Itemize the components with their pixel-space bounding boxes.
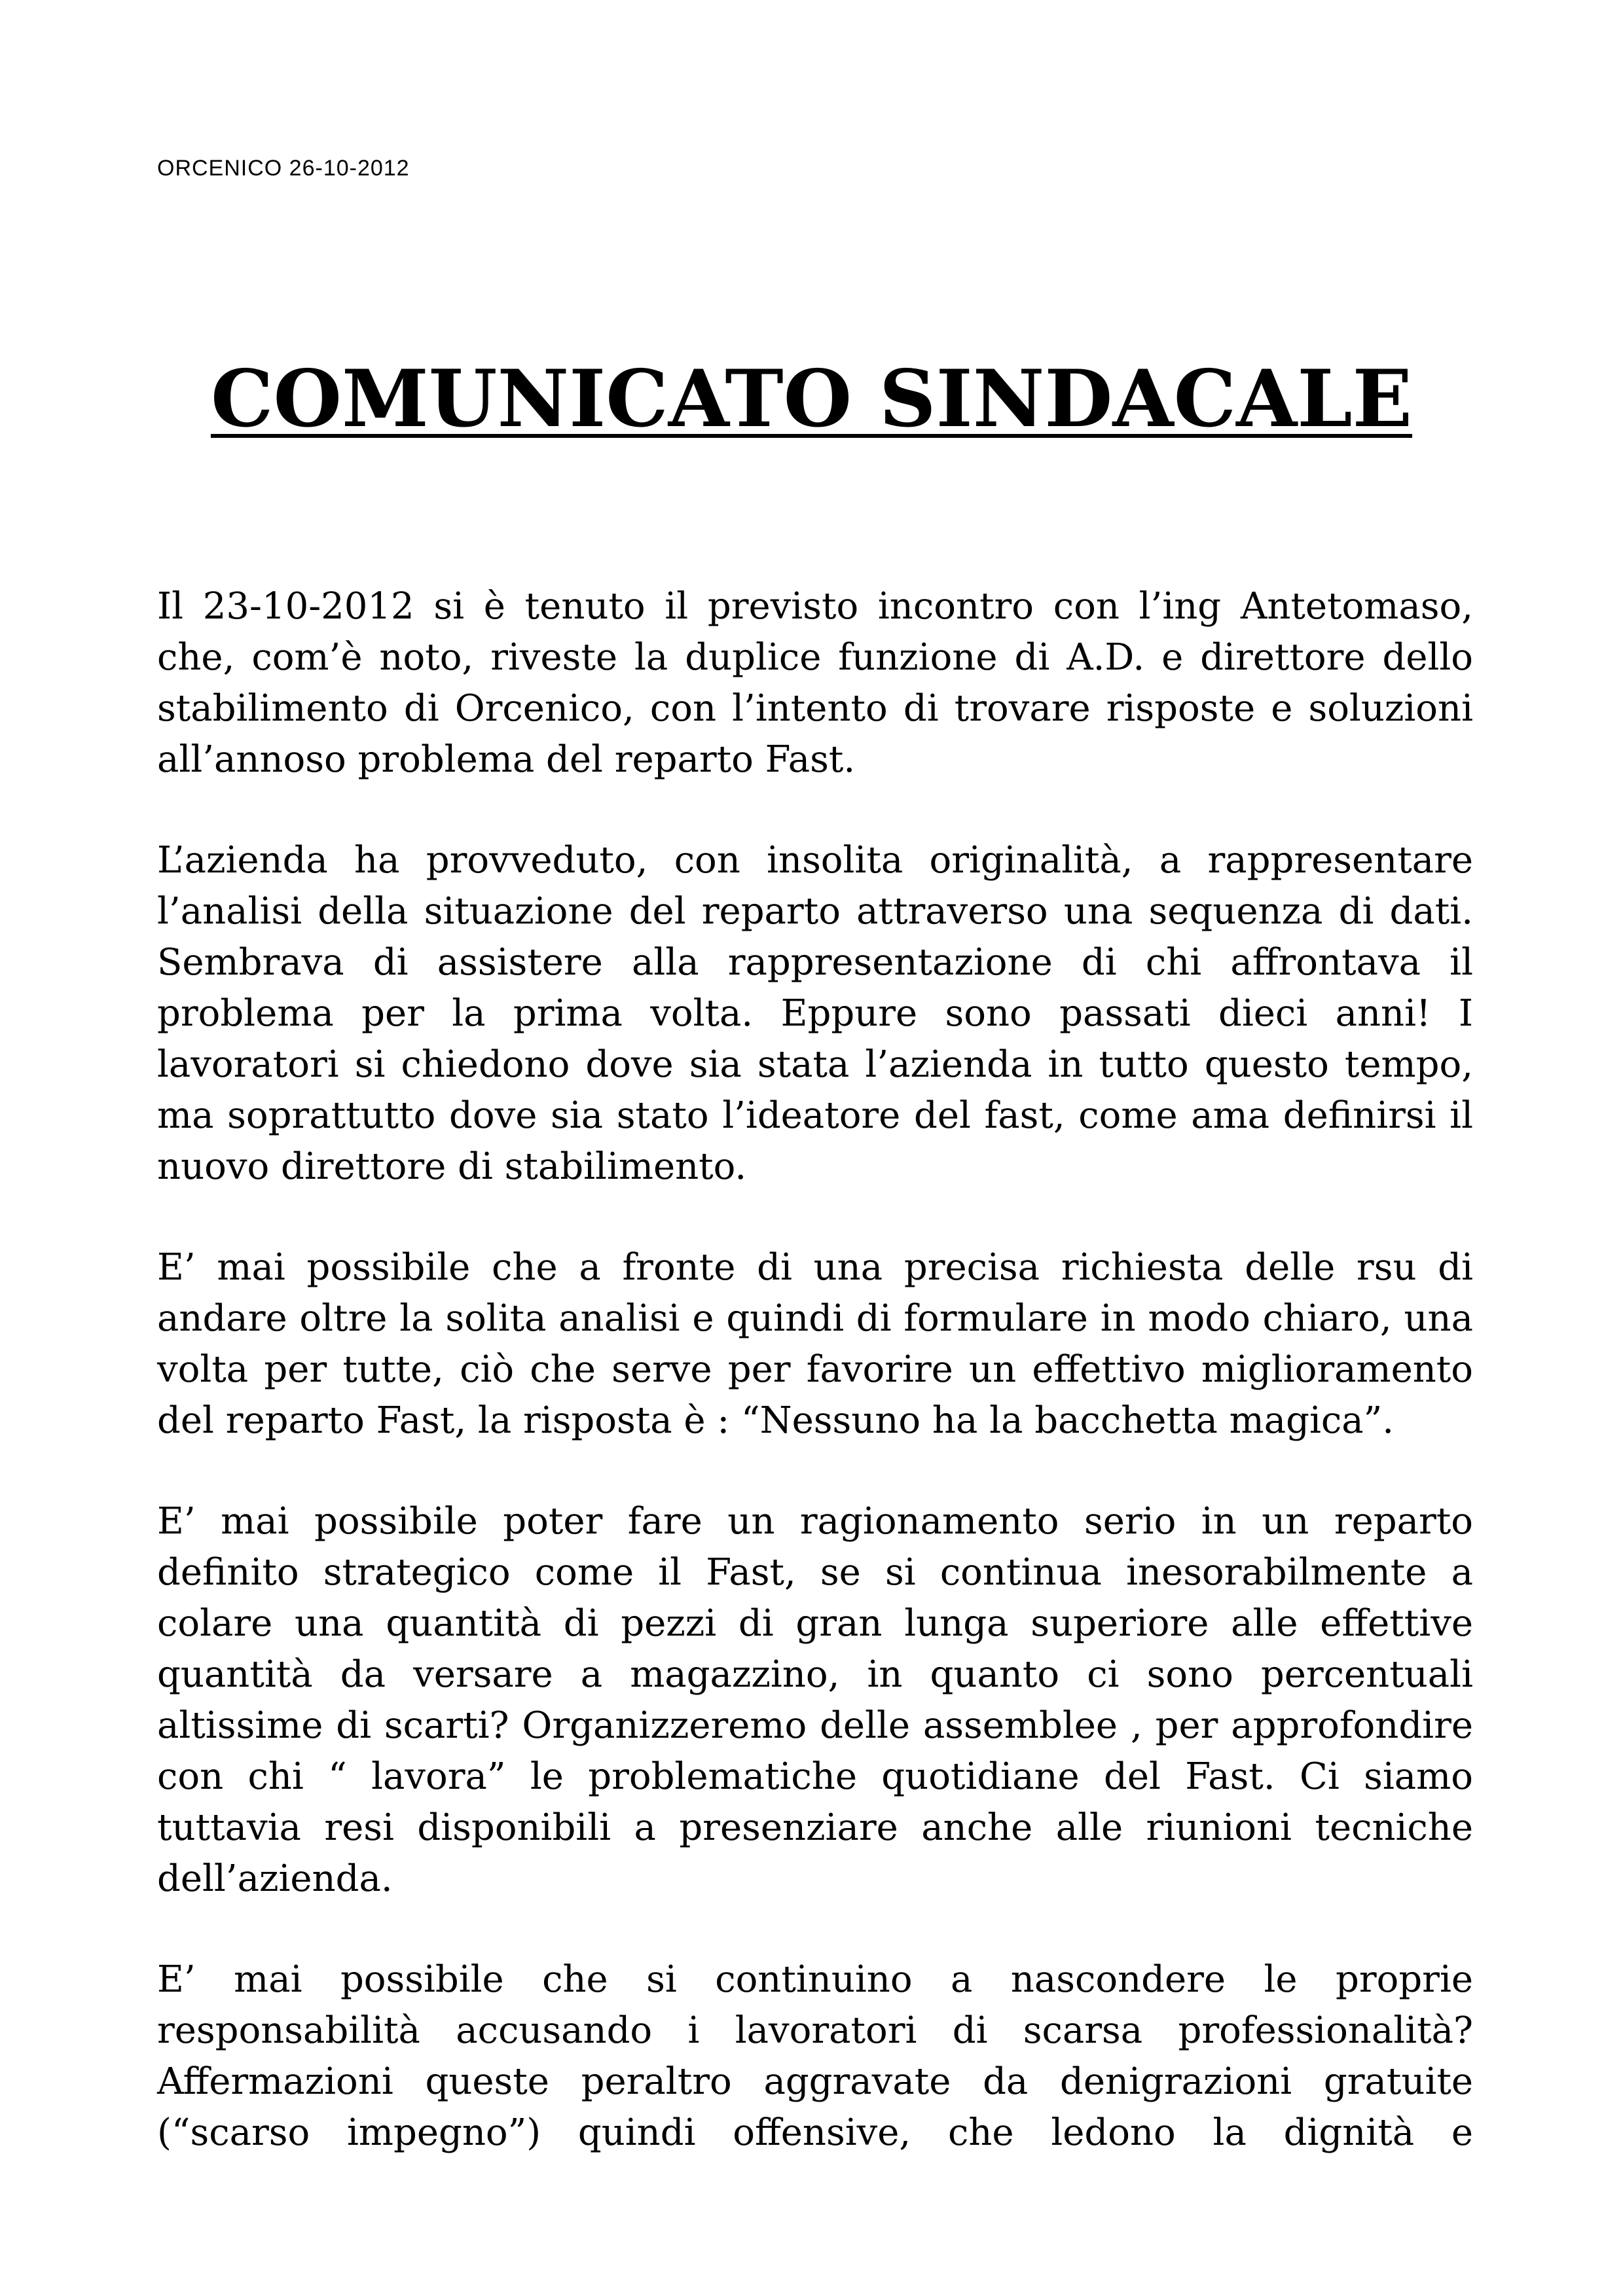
- document-title: COMUNICATO SINDACALE: [210, 353, 1413, 445]
- paragraph-2: L’azienda ha provveduto, con insolita originalità, a rappresentare l’analisi della situazione del reparto attraverso una sequenza di dati. Sembrava di assistere alla rappresentazione di chi affrontava il problema per la prima volta. Eppure sono passati dieci anni! I lavoratori si chiedono dove sia stata l’azienda in tutto questo tempo, ma soprattutto dove sia stato l’ideatore del fast, come ama definirsi il nuovo direttore di stabilimento.: [157, 839, 1473, 1188]
- date-line: ORCENICO 26-10-2012: [157, 156, 410, 181]
- document-body: [157, 581, 1473, 2208]
- paragraph-5: E’ mai possibile che si continuino a nascondere le proprie responsabilità accusando i lavoratori di scarsa professionalità? Affermazioni queste peraltro aggravate da denigrazioni gratuite (“scarso impegno”) quindi offensive, che ledono la dignità e: [157, 1958, 1473, 2154]
- paragraph-3: E’ mai possibile che a fronte di una precisa richiesta delle rsu di andare oltre la solita analisi e quindi di formulare in modo chiaro, una volta per tutte, ciò che serve per favorire un effettivo miglioramento del reparto Fast, la risposta è : “Nessuno ha la bacchetta magica”.: [157, 1246, 1473, 1442]
- paragraph-4: E’ mai possibile poter fare un ragionamento serio in un reparto definito strategico come il Fast, se si continua inesorabilmente a colare una quantità di pezzi di gran lunga superiore alle effettive quantità da versare a magazzino, in quanto ci sono percentuali altissime di scarti? Organizzeremo delle assemblee , per approfondire con chi “ lavora” le problematiche quotidiane del Fast. Ci siamo tuttavia resi disponibili a presenziare anche alle riunioni tecniche dell’azienda.: [157, 1500, 1473, 1900]
- paragraph-1: Il 23-10-2012 si è tenuto il previsto incontro con l’ing Antetomaso, che, com’è noto, riveste la duplice funzione di A.D. e direttore dello stabilimento di Orcenico, con l’intento di trovare risposte e soluzioni all’annoso problema del reparto Fast.: [157, 585, 1473, 781]
